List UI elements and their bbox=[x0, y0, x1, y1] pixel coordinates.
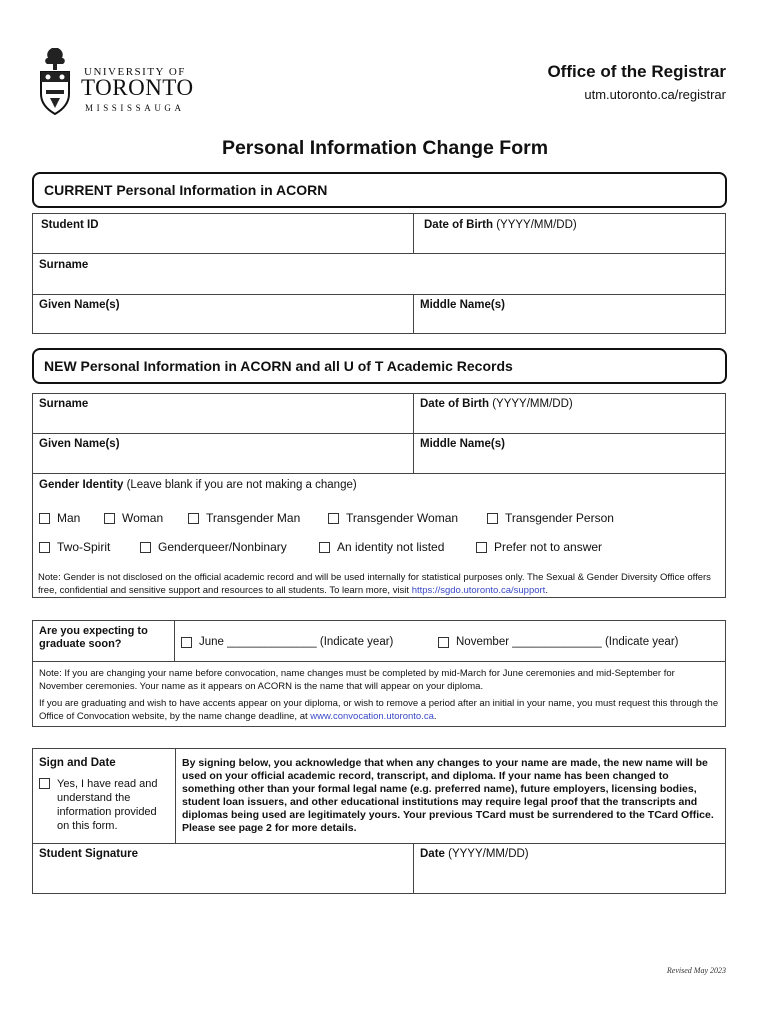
logo-university-of: UNIVERSITY OF bbox=[84, 66, 186, 78]
student-signature-field[interactable]: Student Signature bbox=[39, 848, 139, 860]
checkbox[interactable] bbox=[476, 542, 487, 553]
current-given-names-field[interactable]: Given Name(s) bbox=[39, 299, 120, 311]
current-middle-names-field[interactable]: Middle Name(s) bbox=[420, 299, 505, 311]
checkbox[interactable] bbox=[188, 513, 199, 524]
new-middle-names-field[interactable]: Middle Name(s) bbox=[420, 438, 505, 450]
gender-option-transgender-woman[interactable]: Transgender Woman bbox=[328, 511, 458, 525]
checkbox[interactable] bbox=[181, 637, 192, 648]
convocation-note-1: Note: If you are changing your name before convocation, name changes must be completed by mid-March for June ceremonies and mid-September for November ceremonies. Your name as it appears on ACORN is the name that will appear on your diploma. bbox=[39, 668, 675, 692]
checkbox[interactable] bbox=[438, 637, 449, 648]
new-section-header bbox=[32, 348, 727, 384]
office-title: Office of the Registrar bbox=[547, 62, 726, 81]
graduation-question: Are you expecting to graduate soon? bbox=[39, 625, 148, 650]
current-dob-field[interactable]: Date of Birth (YYYY/MM/DD) bbox=[424, 219, 577, 231]
gender-option-prefer-not[interactable]: Prefer not to answer bbox=[476, 540, 602, 554]
convocation-link[interactable]: www.convocation.utoronto.ca bbox=[310, 710, 434, 722]
acknowledge-text: Yes, I have read and understand the information provided on this form. bbox=[57, 778, 158, 832]
new-given-names-field[interactable]: Given Name(s) bbox=[39, 438, 120, 450]
new-info-table bbox=[32, 393, 726, 598]
gender-option-transgender-man[interactable]: Transgender Man bbox=[188, 511, 300, 525]
gender-option-man[interactable]: Man bbox=[39, 511, 80, 525]
logo-toronto: TORONTO bbox=[81, 75, 194, 100]
signature-date-field[interactable]: Date (YYYY/MM/DD) bbox=[420, 848, 529, 860]
checkbox[interactable] bbox=[104, 513, 115, 524]
acknowledge-checkbox[interactable] bbox=[39, 777, 169, 833]
current-surname-field[interactable]: Surname bbox=[39, 259, 89, 271]
graduation-november-option[interactable]: November ______________ (Indicate year) bbox=[438, 636, 678, 648]
checkbox[interactable] bbox=[39, 542, 50, 553]
checkbox[interactable] bbox=[319, 542, 330, 553]
signing-disclaimer: By signing below, you acknowledge that when any changes to your name are made, the new name will be used on your official academic record, transcript, and diploma. If your name has been changed to something other than your formal legal name (e.g. preferred name), future employers, licensing bodies, student loan issuers, and other educational institutions may require legal proof that the transcripts and diplomas being used are legitimately yours. Your previous TCard must be surrendered to the TCard Office. Please see page 2 for more details. bbox=[182, 757, 714, 834]
convocation-note-2: If you are graduating and wish to have accents appear on your diploma, or wish to remove a period after an initial in your name, you must request this through the Office of Convocation website, by the name change deadline, at www.convocation.utoronto.ca. bbox=[39, 698, 719, 722]
gender-option-two-spirit[interactable]: Two-Spirit bbox=[39, 540, 110, 554]
current-info-table bbox=[32, 213, 726, 334]
current-student-id-field[interactable]: Student ID bbox=[41, 219, 99, 231]
logo-campus: MISSISSAUGA bbox=[85, 103, 185, 113]
checkbox[interactable] bbox=[39, 513, 50, 524]
gender-note: Note: Gender is not disclosed on the official academic record and will be used internally for statistical purposes only. The Sexual & Gender Diversity Office offers free, confidential and sensitive support and resources to all students. To learn more, visit https://sgdo.utoronto.ca/support. bbox=[38, 572, 711, 596]
gender-option-transgender-person[interactable]: Transgender Person bbox=[487, 511, 614, 525]
gender-option-genderqueer[interactable]: Genderqueer/Nonbinary bbox=[140, 540, 287, 554]
sign-and-date-title: Sign and Date bbox=[39, 757, 116, 769]
new-section-header-text: NEW Personal Information in ACORN and all U of T Academic Records bbox=[44, 358, 513, 374]
new-surname-field[interactable]: Surname bbox=[39, 398, 89, 410]
checkbox[interactable] bbox=[39, 778, 50, 789]
checkbox[interactable] bbox=[487, 513, 498, 524]
sgdo-link[interactable]: https://sgdo.utoronto.ca/support bbox=[411, 584, 546, 596]
gender-identity-label: Gender Identity (Leave blank if you are not making a change) bbox=[39, 479, 357, 491]
gender-option-woman[interactable]: Woman bbox=[104, 511, 163, 525]
form-title: Personal Information Change Form bbox=[221, 137, 549, 159]
current-section-header-text: CURRENT Personal Information in ACORN bbox=[44, 182, 328, 198]
university-crest-icon bbox=[38, 46, 72, 116]
gender-option-not-listed[interactable]: An identity not listed bbox=[319, 540, 444, 554]
checkbox[interactable] bbox=[140, 542, 151, 553]
checkbox[interactable] bbox=[328, 513, 339, 524]
office-url: utm.utoronto.ca/registrar bbox=[584, 87, 726, 102]
graduation-june-option[interactable]: June ______________ (Indicate year) bbox=[181, 636, 393, 648]
university-logo bbox=[38, 46, 198, 118]
new-dob-field[interactable]: Date of Birth (YYYY/MM/DD) bbox=[420, 398, 573, 410]
revision-note: Revised May 2023 bbox=[666, 966, 726, 975]
current-section-header bbox=[32, 172, 727, 208]
